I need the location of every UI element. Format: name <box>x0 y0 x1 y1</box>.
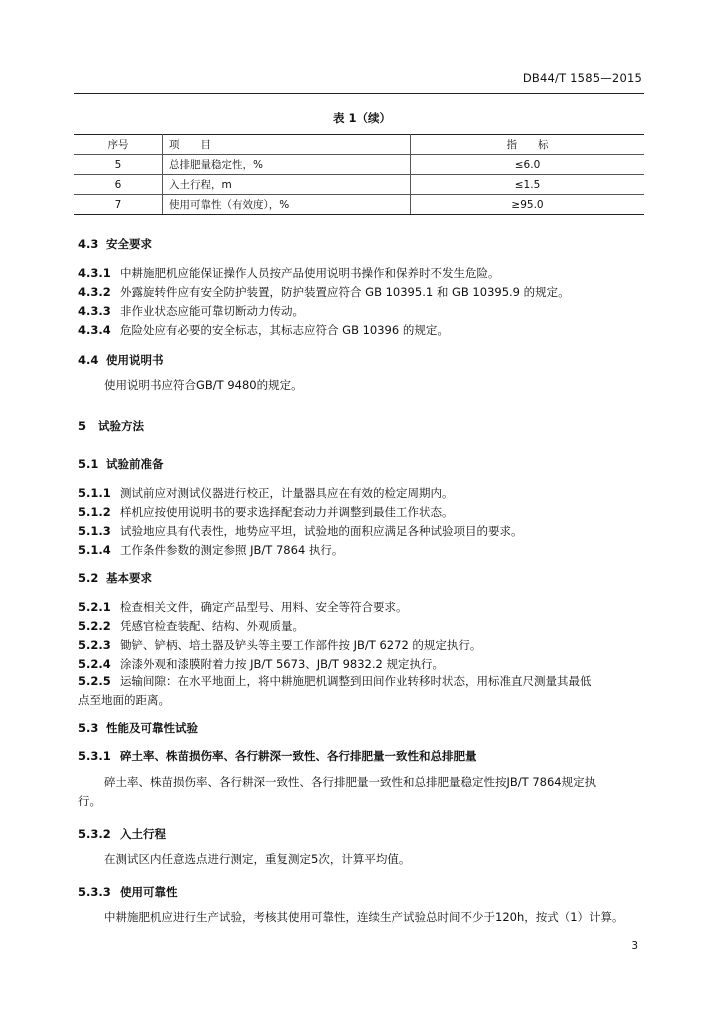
clause-text: 锄铲、铲柄、培土器及铲头等主要工作部件按 JB/T 6272 的规定执行。 <box>120 638 482 652</box>
clause-number: 5.2.1 <box>78 600 111 614</box>
section-title: 试验方法 <box>98 419 144 433</box>
cell-item: 入土行程，m <box>163 175 411 195</box>
cell-indicator: ≥95.0 <box>411 195 645 215</box>
clause-number: 5.2.4 <box>78 657 111 671</box>
spec-table <box>74 134 644 215</box>
clause-5-2-3 <box>78 637 481 653</box>
clause-text: 外露旋转件应有安全防护装置，防护装置应符合 GB 10395.1 和 GB 10395.9 的规定。 <box>120 285 570 299</box>
clause-5-1-2 <box>78 504 454 520</box>
clause-4-3-1 <box>78 265 500 281</box>
section-title: 性能及可靠性试验 <box>106 721 198 735</box>
section-title: 碎土率、株苗损伤率、各行耕深一致性、各行排肥量一致性和总排肥量 <box>120 749 477 763</box>
clause-text: 凭感官检查装配、结构、外观质量。 <box>120 619 304 633</box>
section-heading-4-3 <box>78 236 152 252</box>
section-heading-5-3 <box>78 720 198 736</box>
clause-text: 中耕施肥机应能保证操作人员按产品使用说明书操作和保养时不发生危险。 <box>120 266 500 280</box>
clause-5-1-1 <box>78 485 454 501</box>
section-number: 5.2 <box>78 571 99 585</box>
col-header-indicator: 指 标 <box>411 135 645 155</box>
paragraph-5-3-2: 在测试区内任意选点进行测定，重复测定5次，计算平均值。 <box>104 852 411 866</box>
header-rule <box>74 93 644 94</box>
clause-5-2-5 <box>78 672 646 710</box>
clause-number: 5.1.3 <box>78 524 111 538</box>
section-number: 5.3.3 <box>78 885 111 899</box>
table-row <box>74 195 644 215</box>
col-header-item: 项 目 <box>163 135 411 155</box>
paragraph-line2: 行。 <box>78 794 101 808</box>
section-number: 5.3.2 <box>78 827 111 841</box>
section-title: 入土行程 <box>120 827 166 841</box>
section-title: 基本要求 <box>106 571 152 585</box>
section-number: 5.3 <box>78 721 99 735</box>
paragraph: 使用说明书应符合GB/T 9480的规定。 <box>104 378 303 392</box>
clause-number: 4.3.3 <box>78 304 111 318</box>
cell-no: 7 <box>74 195 163 215</box>
clause-number: 5.2.3 <box>78 638 111 652</box>
clause-5-1-3 <box>78 523 523 539</box>
clause-text: 非作业状态应能可靠切断动力传动。 <box>120 304 304 318</box>
clause-text: 测试前应对测试仪器进行校正，计量器具应在有效的检定周期内。 <box>120 486 454 500</box>
clause-number: 5.1.1 <box>78 486 111 500</box>
paragraph-line1: 碎土率、株苗损伤率、各行耕深一致性、各行排肥量一致性和总排肥量稳定性按JB/T 7864规定执 <box>104 775 597 789</box>
clause-text: 工作条件参数的测定参照 JB/T 7864 执行。 <box>120 543 344 557</box>
clause-4-3-3 <box>78 303 304 319</box>
clause-number: 4.3.2 <box>78 285 111 299</box>
section-title: 安全要求 <box>106 237 152 251</box>
clause-text: 涂漆外观和漆膜附着力按 JB/T 5673、JB/T 9832.2 规定执行。 <box>120 657 444 671</box>
clause-text-line2: 点至地面的距离。 <box>78 693 170 707</box>
cell-indicator: ≤1.5 <box>411 175 645 195</box>
table-caption: 表 1（续） <box>332 111 391 125</box>
clause-5-2-1 <box>78 599 408 615</box>
col-header-no: 序号 <box>74 135 163 155</box>
clause-number: 5.1.4 <box>78 543 111 557</box>
clause-text: 检查相关文件，确定产品型号、用料、安全等符合要求。 <box>120 600 408 614</box>
cell-item: 使用可靠性（有效度），% <box>163 195 411 215</box>
clause-4-3-4 <box>78 322 449 338</box>
clause-number: 5.1.2 <box>78 505 111 519</box>
section-number: 4.3 <box>78 237 99 251</box>
clause-5-2-2 <box>78 618 304 634</box>
section-heading-5-1 <box>78 456 164 472</box>
table-row <box>74 155 644 175</box>
clause-number: 5.2.2 <box>78 619 111 633</box>
page-number: 3 <box>631 940 638 952</box>
section-heading-5-2 <box>78 570 152 586</box>
subsection-heading-5-3-3 <box>78 884 178 900</box>
cell-indicator: ≤6.0 <box>411 155 645 175</box>
paragraph-5-3-1 <box>78 773 646 811</box>
clause-5-1-4 <box>78 542 343 558</box>
section-title: 试验前准备 <box>106 457 164 471</box>
clause-text: 危险处应有必要的安全标志，其标志应符合 GB 10396 的规定。 <box>120 323 449 337</box>
cell-no: 5 <box>74 155 163 175</box>
section-title: 使用可靠性 <box>120 885 178 899</box>
cell-no: 6 <box>74 175 163 195</box>
cell-item: 总排肥量稳定性，% <box>163 155 411 175</box>
clause-number: 4.3.1 <box>78 266 111 280</box>
document-code: DB44/T 1585—2015 <box>522 71 642 85</box>
subsection-heading-5-3-1 <box>78 748 477 764</box>
section-number: 4.4 <box>78 353 99 367</box>
subsection-heading-5-3-2 <box>78 826 166 842</box>
section-heading-5 <box>78 418 144 434</box>
section-number: 5.1 <box>78 457 99 471</box>
section-number: 5 <box>78 419 87 433</box>
clause-number: 4.3.4 <box>78 323 111 337</box>
section-number: 5.3.1 <box>78 749 111 763</box>
clause-text-line1: 运输间隙：在水平地面上，将中耕施肥机调整到田间作业转移时状态，用标准直尺测量其最低 <box>120 674 592 688</box>
table-row <box>74 175 644 195</box>
section-title: 使用说明书 <box>106 353 164 367</box>
paragraph-5-3-3: 中耕施肥机应进行生产试验，考核其使用可靠性，连续生产试验总时间不少于120h，按式（1）计算。 <box>104 910 624 924</box>
clause-text: 样机应按使用说明书的要求选择配套动力并调整到最佳工作状态。 <box>120 505 454 519</box>
clause-text: 试验地应具有代表性，地势应平坦，试验地的面积应满足各种试验项目的要求。 <box>120 524 523 538</box>
clause-5-2-4 <box>78 656 444 672</box>
table-header-row <box>74 135 644 155</box>
clause-4-3-2 <box>78 284 570 300</box>
section-heading-4-4 <box>78 352 164 368</box>
clause-number: 5.2.5 <box>78 674 111 688</box>
